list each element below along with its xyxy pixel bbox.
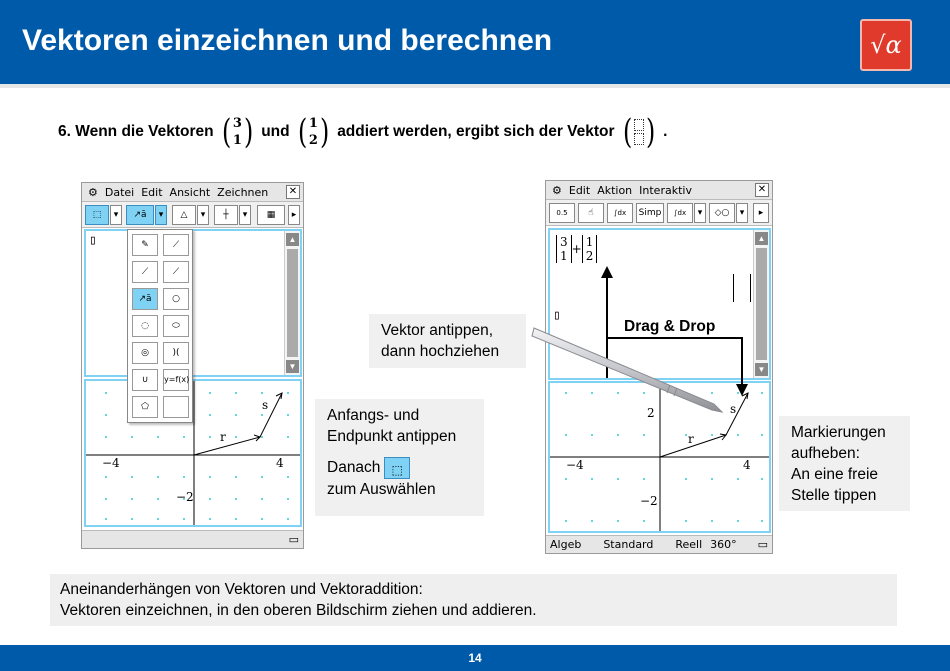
battery-icon: ▭	[288, 533, 299, 546]
callout-markierung-line4: Stelle tippen	[791, 487, 877, 504]
vector-tool-icon[interactable]: ↗ā	[132, 288, 158, 310]
left-statusbar	[82, 530, 303, 548]
vector-1: ( 3 1 )	[221, 112, 254, 152]
y-label-neg: −2	[176, 490, 194, 504]
arrow-right-icon[interactable]: ▸	[753, 203, 769, 223]
callout-markierung	[779, 416, 910, 511]
integral-button[interactable]: ∫dx	[667, 203, 693, 223]
hand-tool-icon[interactable]: ☝	[578, 203, 604, 223]
dropdown-icon[interactable]: ▾	[694, 203, 706, 223]
dropdown-icon[interactable]: ▾	[197, 205, 209, 225]
line-tool-icon[interactable]: ⟋	[132, 261, 158, 283]
callout-vektor	[369, 314, 526, 368]
ellipse-tool-icon[interactable]: ⬭	[163, 315, 189, 337]
gear-icon[interactable]: ⚙	[88, 185, 98, 199]
matrix-b-x: 1	[585, 235, 594, 249]
dropdown-icon[interactable]: ▾	[110, 205, 122, 225]
matrix-b-y: 2	[585, 249, 594, 263]
scrollbar[interactable]: ▲ ▼	[753, 230, 769, 378]
conic-tool-icon[interactable]: ◎	[132, 342, 158, 364]
axes-tool-button[interactable]: ┼	[214, 205, 238, 225]
callout-auswahl: zum Auswählen	[327, 481, 436, 498]
left-menubar	[82, 183, 303, 202]
callout-danach: Danach	[327, 459, 381, 477]
vector-label-s: s	[730, 402, 737, 416]
fraction-toggle-button[interactable]: 0.5	[549, 203, 575, 223]
close-icon[interactable]: ✕	[286, 185, 300, 199]
arrow-right-icon[interactable]: ▸	[288, 205, 300, 225]
input-cursor: ▯	[89, 233, 97, 248]
x-label-neg: −4	[102, 456, 120, 470]
status-reell[interactable]: Reell	[675, 538, 703, 551]
plus-sign: +	[571, 242, 582, 256]
simp-button[interactable]: Simp	[636, 203, 664, 223]
menu-zeichnen[interactable]: Zeichnen	[217, 185, 269, 199]
question-prefix: 6. Wenn die Vektoren	[58, 123, 214, 140]
vector-label-r: r	[688, 432, 694, 446]
menu-datei[interactable]: Datei	[104, 185, 135, 199]
arc-tool-icon[interactable]: ◌	[132, 315, 158, 337]
callout-markierung-line3: An eine freie	[791, 466, 879, 483]
callout-vektor-line2: dann hochziehen	[381, 343, 500, 360]
gear-icon[interactable]: ⚙	[552, 183, 562, 197]
parabola-tool-icon[interactable]: ∪	[132, 369, 158, 391]
vector-2-x: 1	[308, 116, 318, 131]
summary-box	[50, 574, 897, 626]
x-label-neg: −4	[566, 458, 584, 472]
left-graph[interactable]	[86, 381, 300, 525]
x-label-pos: 4	[743, 458, 751, 472]
menu-edit[interactable]: Edit	[568, 183, 591, 197]
status-angle[interactable]: 360°	[710, 538, 737, 551]
shapes-button[interactable]: ◇○	[709, 203, 735, 223]
right-toolbar	[546, 200, 772, 226]
triangle-tool-button[interactable]: △	[172, 205, 196, 225]
dropdown-icon[interactable]: ▾	[239, 205, 251, 225]
hyperbola-tool-icon[interactable]: )(	[163, 342, 189, 364]
segment-tool-icon[interactable]: ⟋	[163, 234, 189, 256]
summary-line1: Aneinanderhängen von Vektoren und Vektoraddition:	[60, 581, 423, 598]
function-tool-icon[interactable]: y=f(x)	[163, 369, 189, 391]
footer-bar	[0, 645, 950, 671]
circle-tool-icon[interactable]: ○	[163, 288, 189, 310]
draw-tools-popup	[127, 229, 193, 423]
callout-vektor-line1: Vektor antippen,	[381, 322, 494, 339]
dropdown-icon[interactable]: ▾	[155, 205, 167, 225]
scrollbar[interactable]: ▲ ▼	[284, 231, 300, 375]
question-mid: und	[261, 123, 290, 140]
callout-anfang-line2: Endpunkt antippen	[327, 428, 457, 445]
matrix-sum-expression	[556, 235, 597, 263]
matrix-a-x: 3	[560, 235, 568, 249]
status-standard[interactable]: Standard	[603, 538, 654, 551]
select-tool-button[interactable]: ⬚	[85, 205, 109, 225]
vector-2-y: 2	[308, 133, 318, 148]
dropdown-icon[interactable]: ▾	[736, 203, 748, 223]
left-calculator-screen	[81, 182, 304, 549]
drag-drop-label: Drag & Drop	[624, 318, 716, 335]
menu-edit[interactable]: Edit	[141, 185, 163, 199]
derivative-button[interactable]: ∫dx	[607, 203, 633, 223]
polygon-tool-icon[interactable]: ⬠	[132, 396, 158, 418]
vector-tool-button[interactable]: ↗ā	[126, 205, 154, 225]
close-icon[interactable]: ✕	[755, 183, 769, 197]
callout-markierung-line1: Markierungen	[791, 424, 886, 441]
battery-icon: ▭	[757, 538, 768, 551]
y-label-pos: 2	[647, 406, 655, 420]
select-tool-icon: ⬚	[384, 457, 410, 479]
input-cursor: ▯	[553, 308, 561, 323]
matrix-a-y: 1	[560, 249, 568, 263]
menu-ansicht[interactable]: Ansicht	[169, 185, 211, 199]
status-algeb[interactable]: Algeb	[550, 538, 582, 551]
result-vector-blank[interactable]: ( )	[622, 112, 656, 152]
x-label-pos: 4	[276, 456, 284, 470]
vector-1-y: 1	[232, 133, 242, 148]
vector-2: ( 1 2 )	[297, 112, 330, 152]
stylus-icon	[530, 320, 760, 420]
callout-markierung-line2: aufheben:	[791, 445, 860, 462]
left-upper-pane[interactable]	[84, 229, 302, 377]
callout-anfang	[315, 399, 484, 516]
pencil-tool-icon[interactable]: ✎	[132, 234, 158, 256]
summary-line2: Vektoren einzeichnen, in den oberen Bildschirm ziehen und addieren.	[60, 602, 537, 619]
page-number: 14	[468, 651, 482, 665]
vector-label-s: s	[262, 398, 269, 412]
header-bar	[0, 0, 950, 88]
vector-1-x: 3	[232, 116, 242, 131]
empty-tool-slot[interactable]	[163, 396, 189, 418]
keyboard-button[interactable]: ▦	[257, 205, 285, 225]
callout-anfang-line1: Anfangs- und	[327, 407, 420, 424]
vector-r	[194, 437, 260, 455]
right-statusbar	[546, 535, 772, 553]
y-label-neg: −2	[640, 494, 658, 508]
menu-interaktiv[interactable]: Interaktiv	[639, 183, 692, 197]
right-menubar	[546, 181, 772, 200]
question-suffix: addiert werden, ergibt sich der Vektor	[337, 123, 615, 140]
page-title: Vektoren einzeichnen und berechnen	[22, 24, 553, 57]
ray-tool-icon[interactable]: ⟋	[163, 261, 189, 283]
vector-label-r: r	[220, 430, 226, 444]
left-toolbar	[82, 202, 303, 228]
question-end: .	[663, 123, 668, 140]
question-text	[58, 114, 667, 150]
menu-aktion[interactable]: Aktion	[597, 183, 633, 197]
logo-icon: √α	[860, 19, 912, 71]
left-graph-pane[interactable]	[84, 379, 302, 527]
